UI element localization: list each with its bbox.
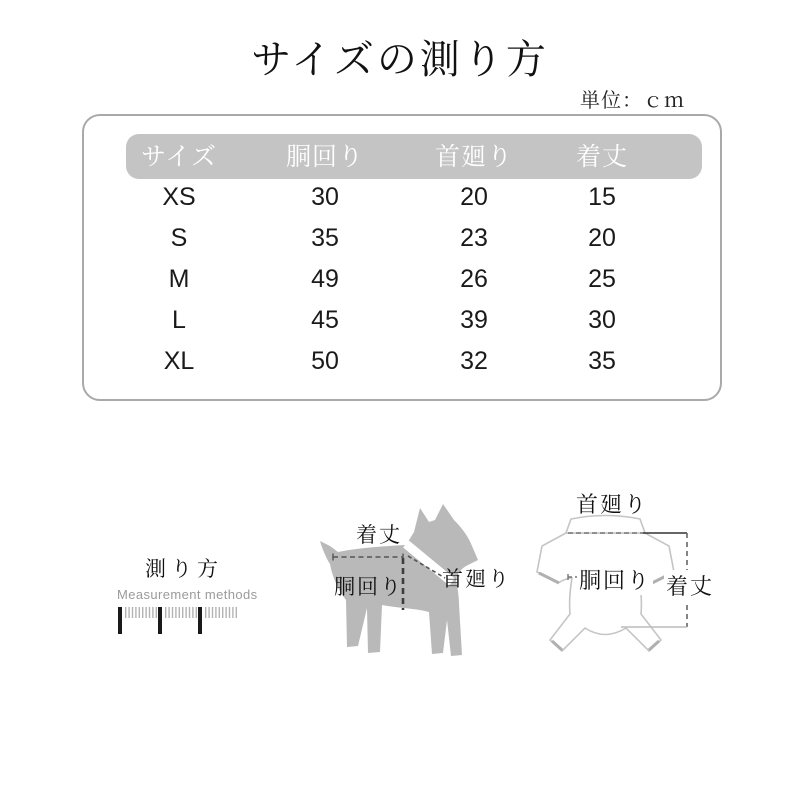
- side-view-length-label: 着丈: [356, 523, 402, 547]
- side-view-neck-label: 首廻り: [442, 567, 511, 591]
- method-heading-en: Measurement methods: [117, 587, 258, 602]
- cell-length: 30: [588, 306, 616, 334]
- header-length: 着丈: [575, 142, 628, 171]
- table-row: [84, 341, 720, 382]
- cell-girth: 50: [311, 347, 339, 375]
- cell-neck: 26: [460, 265, 488, 293]
- table-row: [84, 218, 720, 259]
- top-view-neck-label: 首廻り: [576, 492, 649, 517]
- cell-length: 35: [588, 347, 616, 375]
- cell-size: XS: [162, 183, 196, 211]
- method-heading-jp: 測り方: [145, 557, 223, 581]
- cell-girth: 30: [311, 183, 339, 211]
- size-chart-table: [82, 114, 722, 401]
- cell-neck: 39: [460, 306, 488, 334]
- top-view-length-label: 着丈: [664, 570, 716, 601]
- cell-size: XL: [163, 347, 195, 375]
- cell-length: 20: [588, 224, 616, 252]
- header-size: サイズ: [140, 142, 217, 171]
- cell-length: 25: [588, 265, 616, 293]
- table-row: [84, 259, 720, 300]
- cell-girth: 49: [311, 265, 339, 293]
- cell-length: 15: [588, 183, 616, 211]
- table-row: [84, 177, 720, 218]
- table-row: [84, 300, 720, 341]
- header-neck: 首廻り: [434, 142, 513, 171]
- table-header-row: [84, 132, 720, 177]
- cell-size: M: [168, 265, 190, 293]
- side-view-girth-label: 胴回り: [334, 575, 403, 599]
- ruler-icon: [117, 606, 245, 636]
- cell-girth: 35: [311, 224, 339, 252]
- cell-size: L: [172, 306, 186, 334]
- cell-size: S: [170, 224, 188, 252]
- cell-girth: 45: [311, 306, 339, 334]
- cell-neck: 32: [460, 347, 488, 375]
- page-title: サイズの測り方: [251, 37, 549, 82]
- cell-neck: 23: [460, 224, 488, 252]
- top-view-girth-label: 胴回り: [577, 564, 653, 595]
- header-girth: 胴回り: [285, 142, 364, 171]
- cell-neck: 20: [460, 183, 488, 211]
- unit-note: 単位：ｃｍ: [580, 90, 685, 112]
